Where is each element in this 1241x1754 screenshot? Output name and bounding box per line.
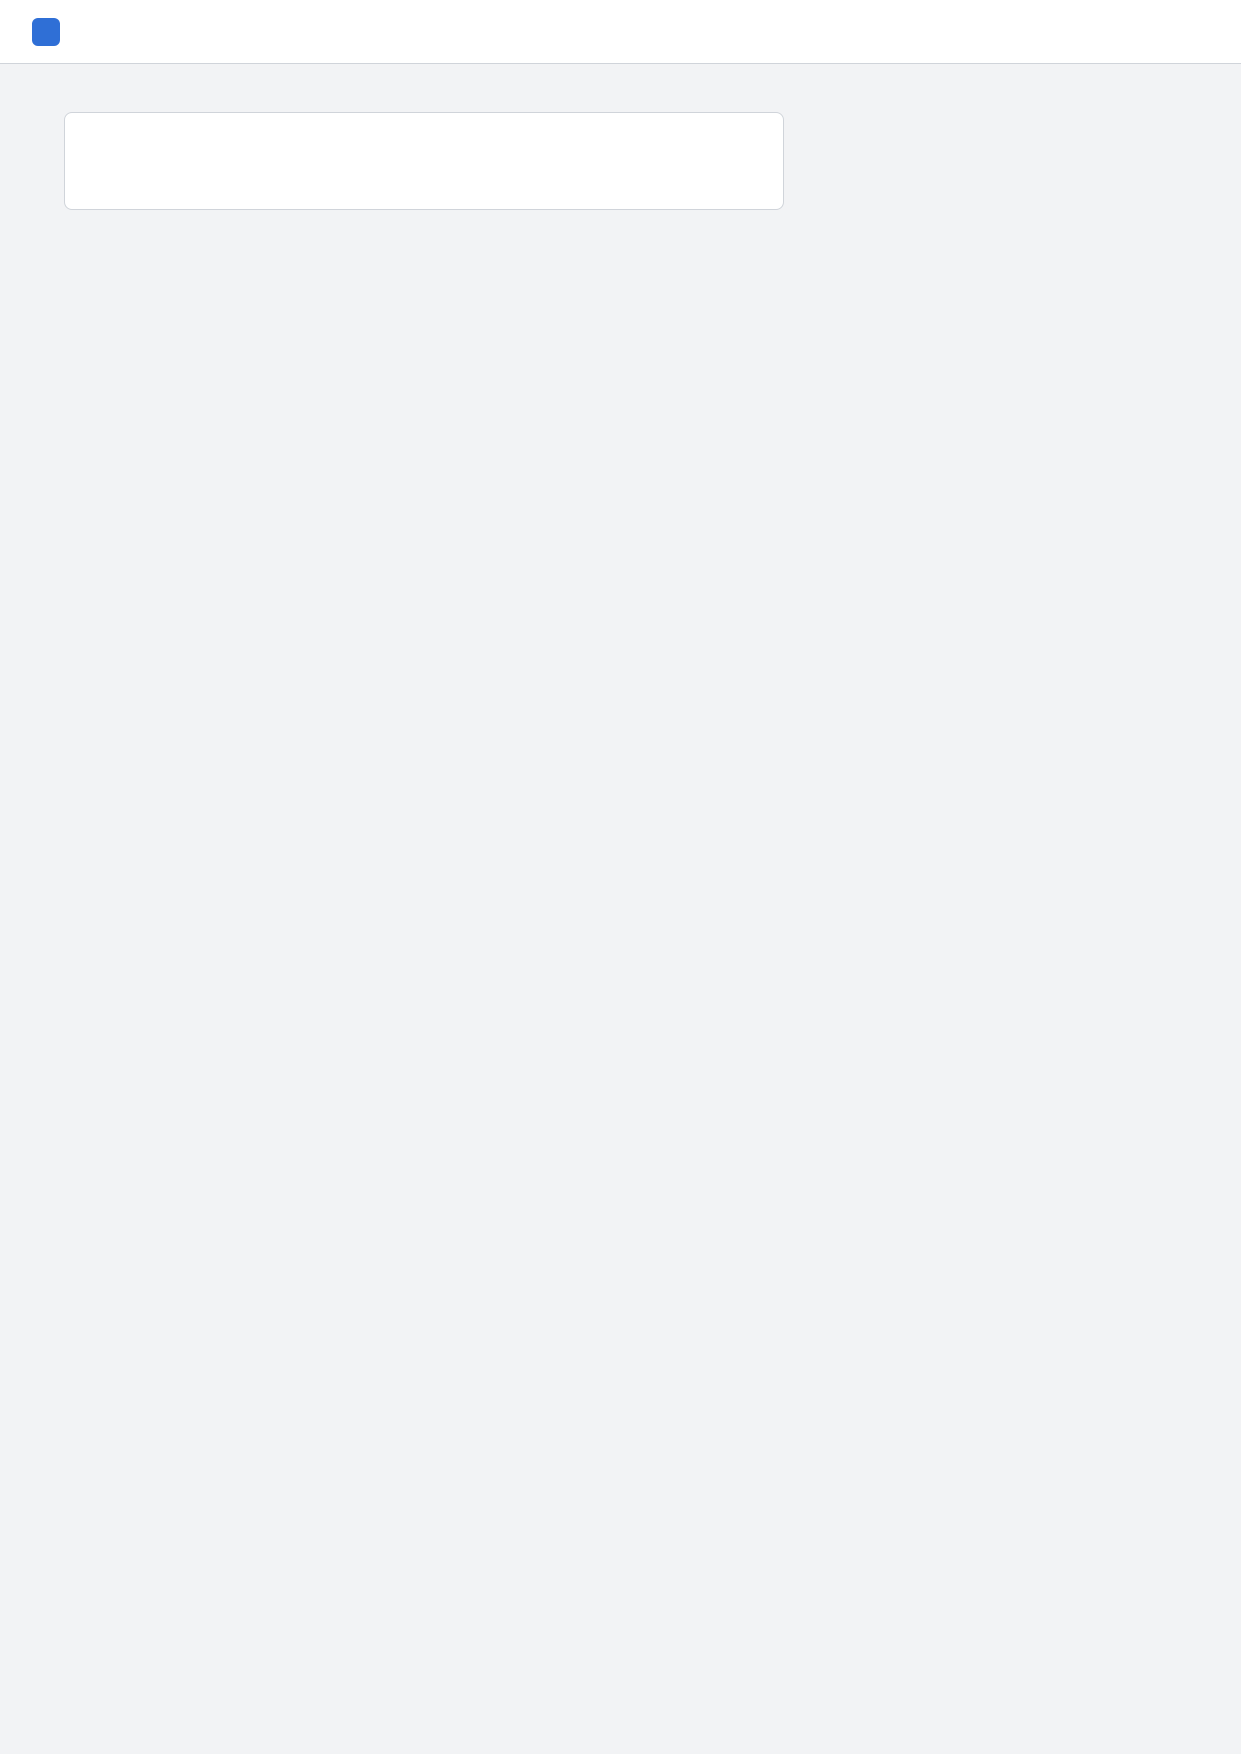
content-card — [64, 112, 784, 210]
app-header — [0, 0, 1241, 64]
main-content — [0, 64, 1241, 1754]
app-logo — [32, 18, 60, 46]
